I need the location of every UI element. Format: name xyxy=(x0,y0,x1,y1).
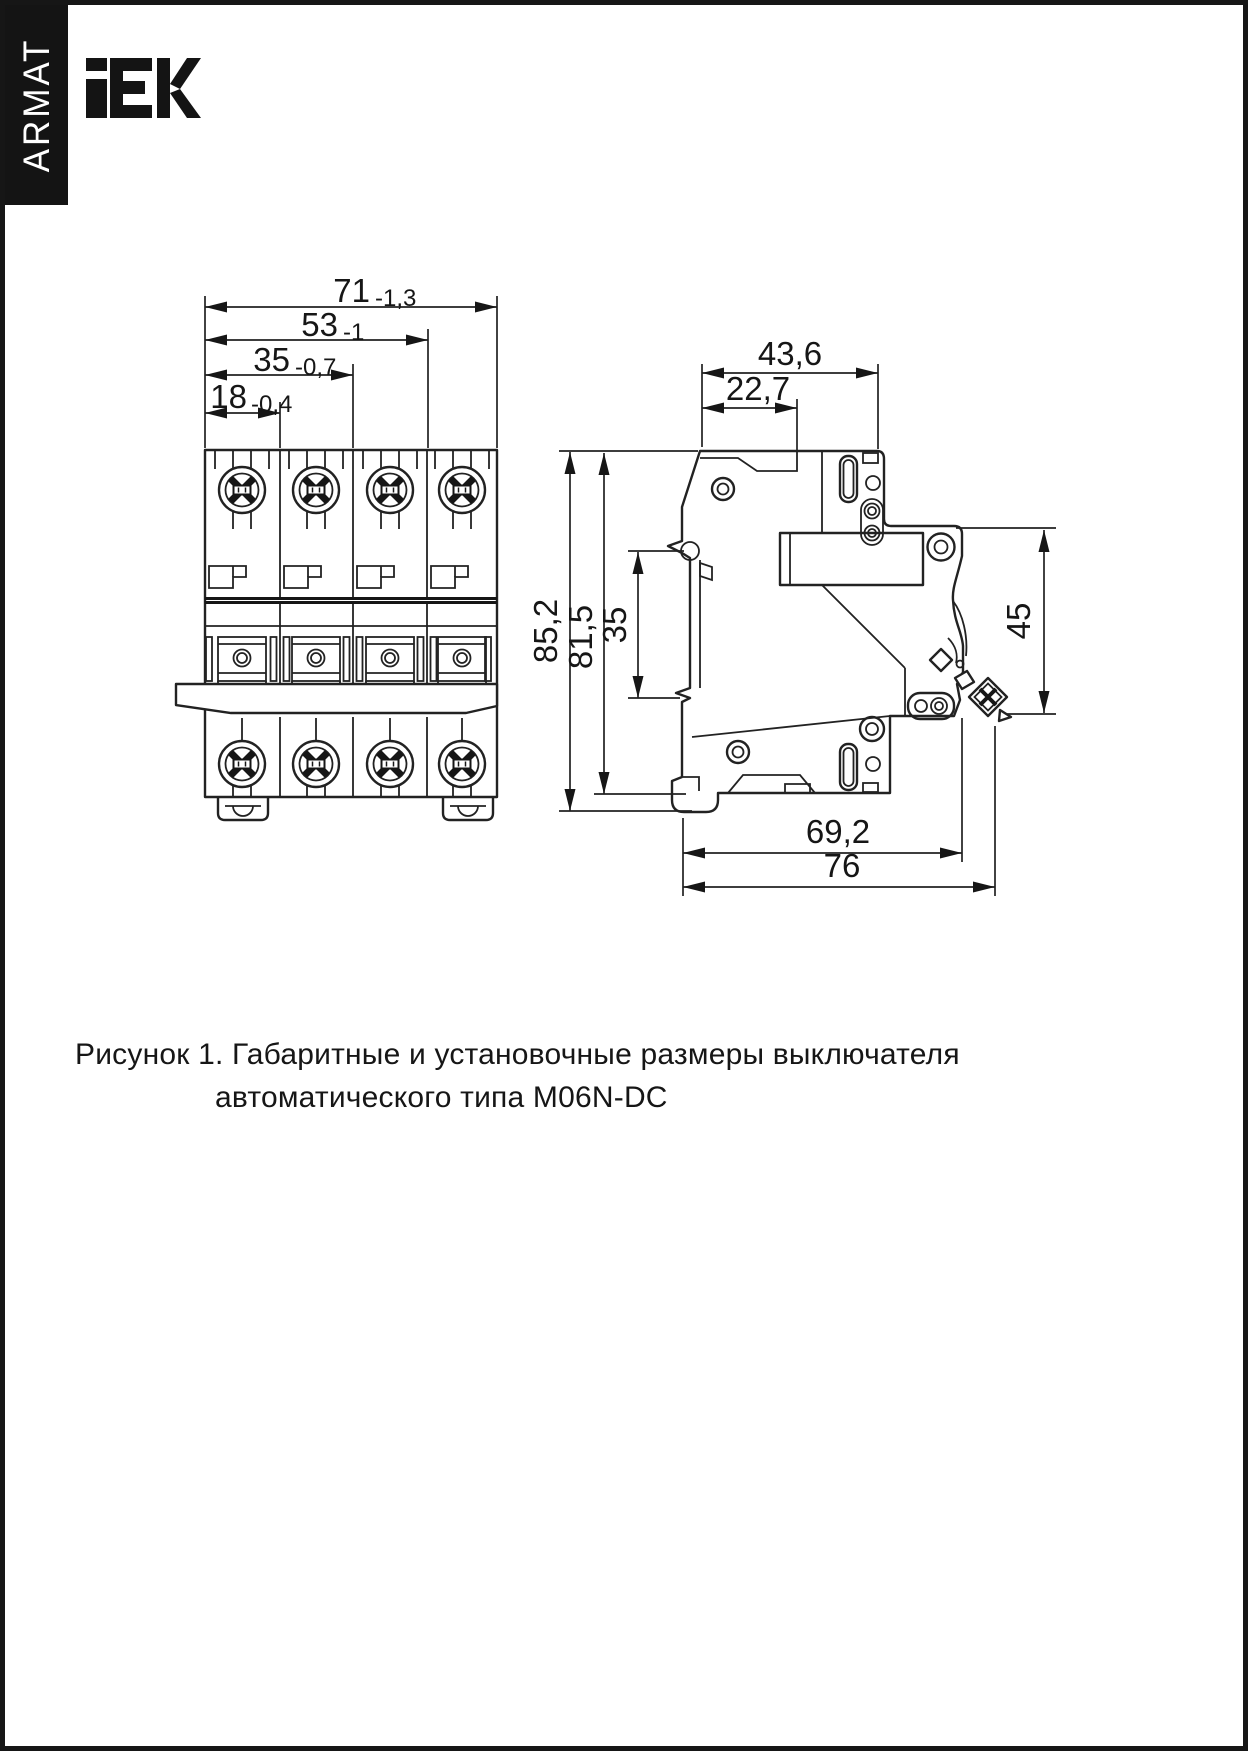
brand-sidebar-label: ARMAT xyxy=(15,37,57,173)
side-view xyxy=(668,451,1011,812)
dim-label-85-2: 85,2 xyxy=(527,598,564,664)
dim-width-18 xyxy=(205,378,292,448)
caption-line-1: Рисунок 1. Габаритные и установочные размеры выключателя xyxy=(75,1038,960,1071)
dim-width-71 xyxy=(205,272,497,448)
dim-tol-18: -0,4 xyxy=(251,391,293,418)
dim-label-81-5: 81,5 xyxy=(562,604,599,670)
front-view xyxy=(176,450,497,820)
dim-label-76: 76 xyxy=(823,847,861,884)
dim-tol-53: -1 xyxy=(343,319,365,346)
dim-label-69-2: 69,2 xyxy=(805,813,871,850)
dim-label-43-6: 43,6 xyxy=(757,335,823,372)
dim-tol-71: -1,3 xyxy=(375,285,417,312)
caption-line-2: автоматического типа M06N-DC xyxy=(215,1081,668,1114)
dim-rail-35 xyxy=(596,551,684,698)
mount-foot-left xyxy=(218,797,268,820)
dim-label-53: 53 xyxy=(301,306,338,343)
dim-tol-35w: -0,7 xyxy=(295,354,337,381)
dim-depth-22-7 xyxy=(702,370,797,451)
dim-front-45 xyxy=(956,528,1056,714)
figure-caption xyxy=(75,1033,960,1119)
dim-label-35w: 35 xyxy=(253,341,290,378)
mount-foot-right xyxy=(443,797,493,820)
dim-label-22-7: 22,7 xyxy=(725,370,791,407)
dim-label-18: 18 xyxy=(210,378,247,415)
dim-label-45: 45 xyxy=(1000,602,1037,640)
dim-label-71: 71 xyxy=(333,272,370,309)
terminal-screw-flag xyxy=(955,671,1011,721)
dim-label-35h: 35 xyxy=(596,606,633,644)
handle-tie-bar xyxy=(176,684,497,713)
